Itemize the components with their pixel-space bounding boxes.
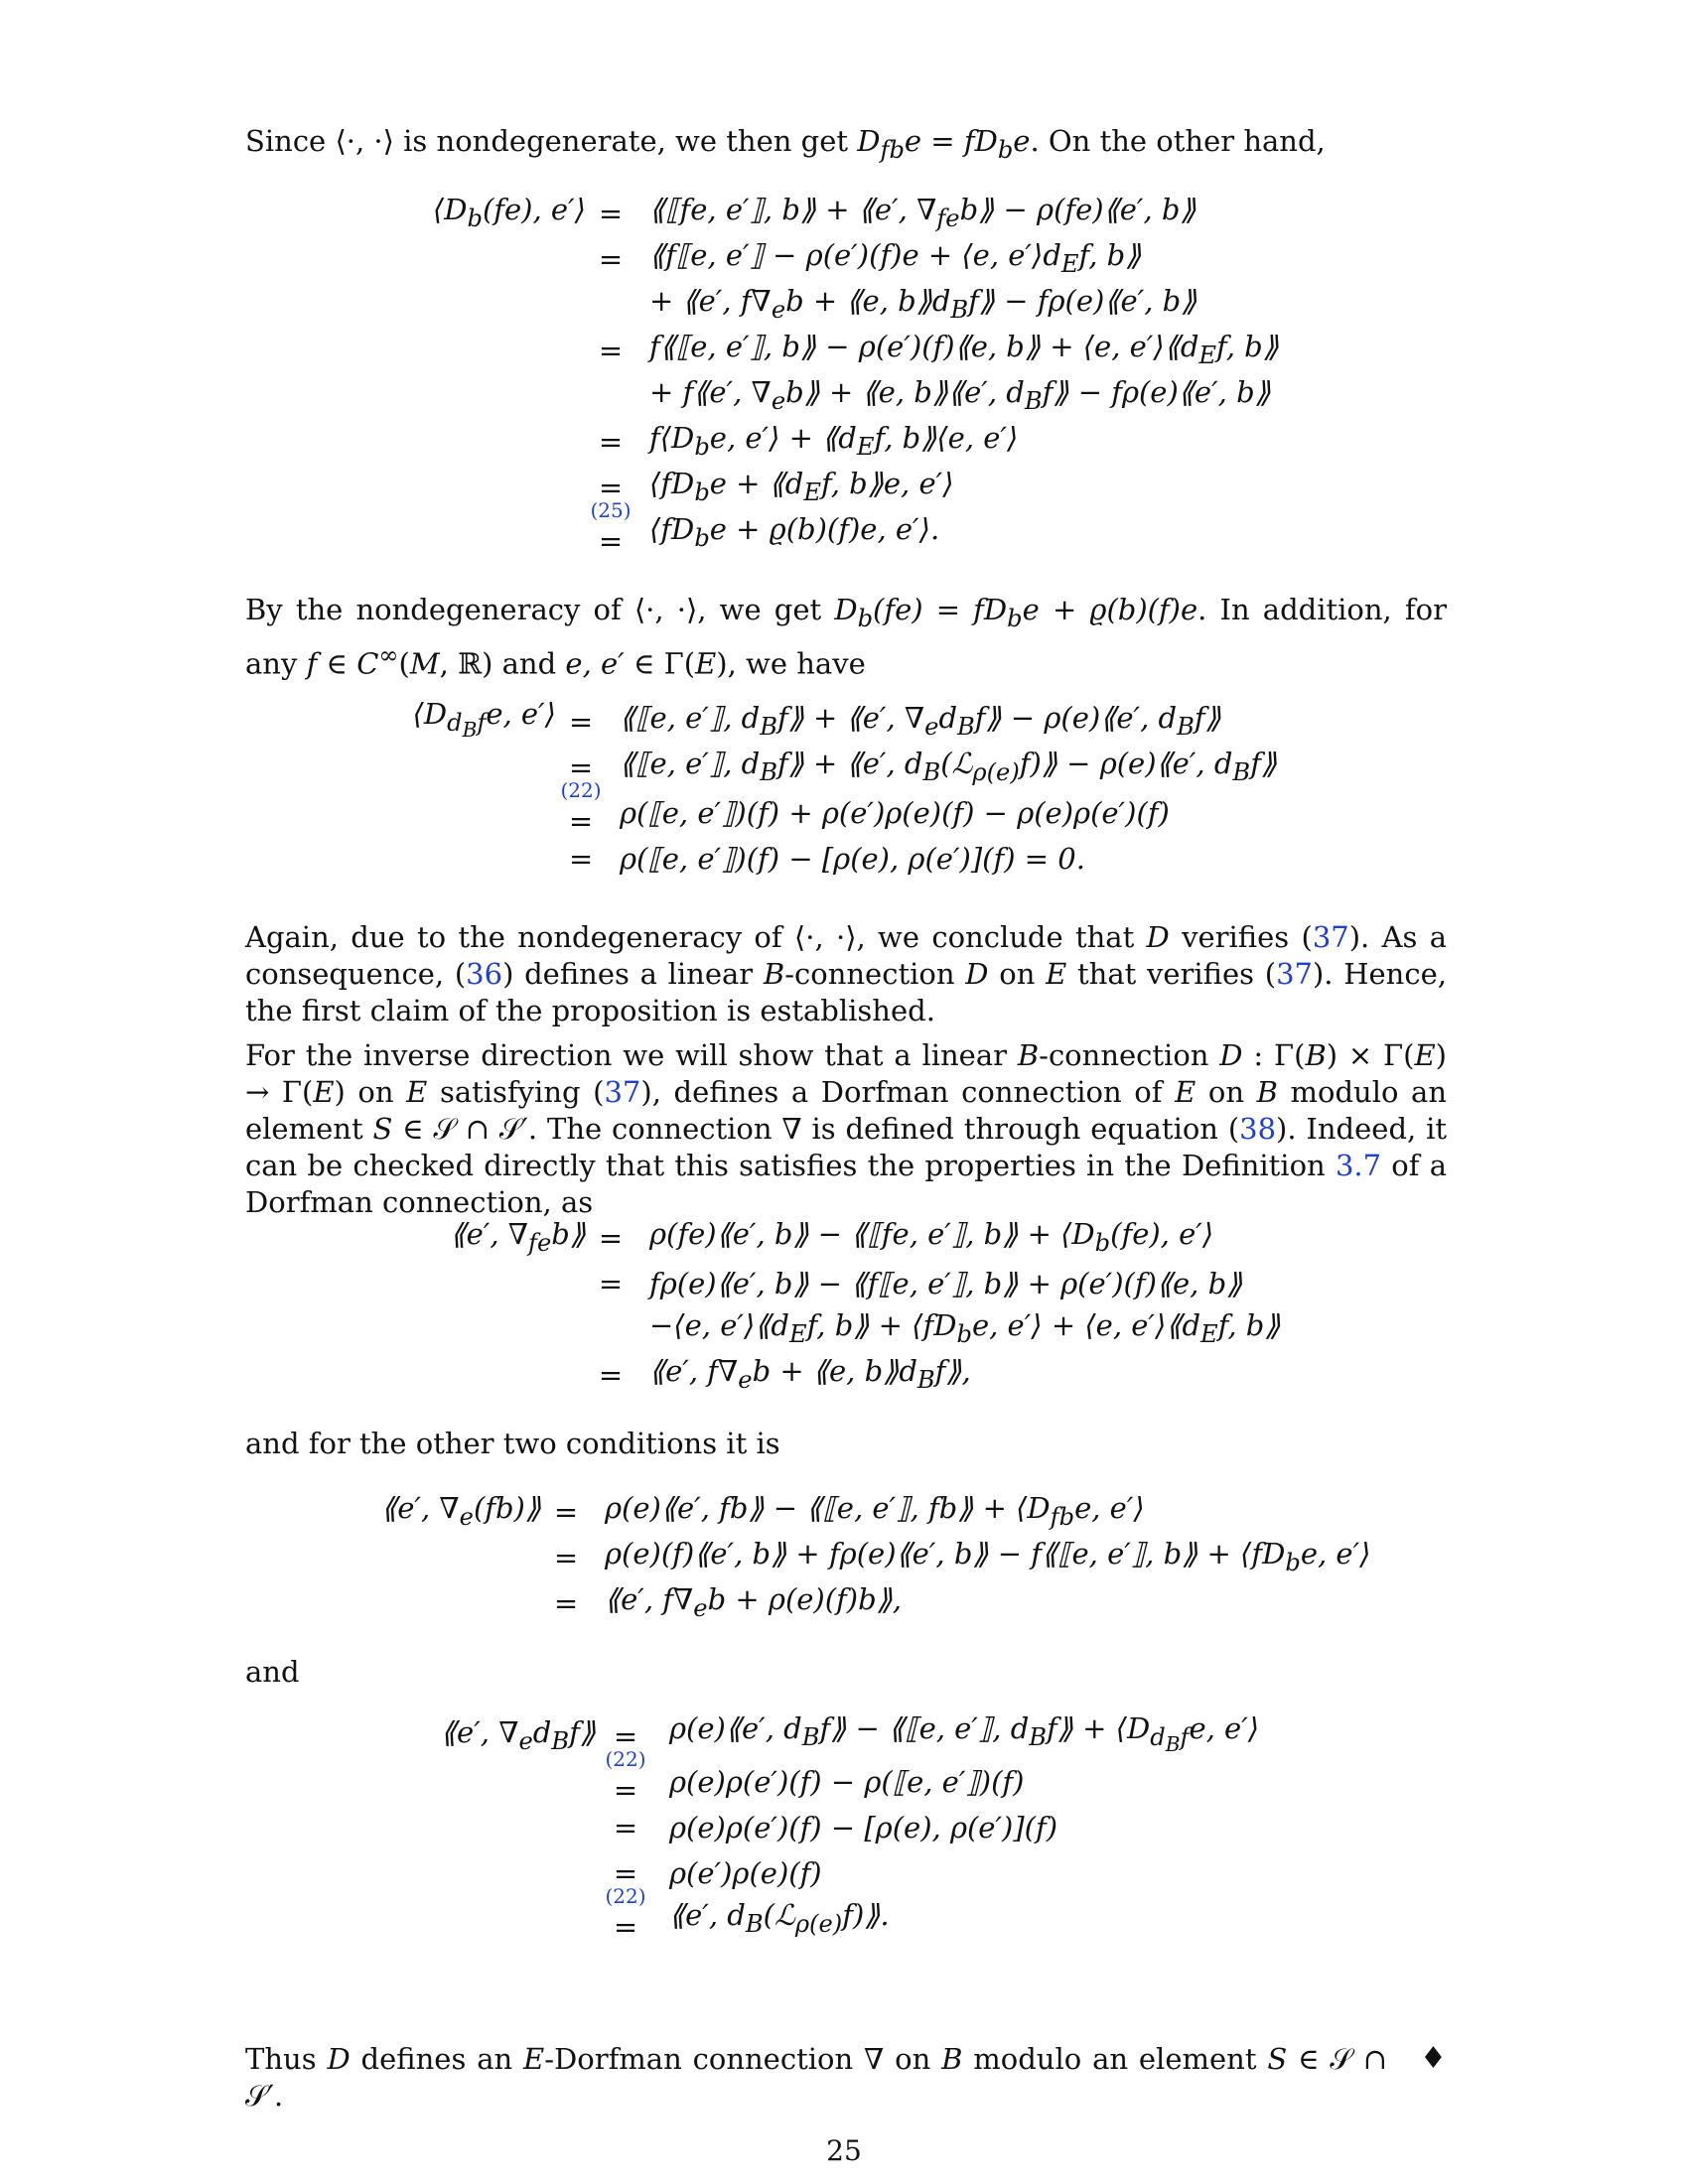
equation-block-4: ⟪e′, $\nabla_e(fb)⟫$ = ρ(e)⟪e′, fb⟫ − ⟪⟦e, e′⟧, fb⟫ + $⟨D_{fb}e$, e′⟩ = ρ(e)(f)⟪e′, b⟫ + fρ(e)⟪e′, b⟫ − f⟪⟦e, e′⟧, b⟫ + $⟨fD_be$, e′⟩ = ⟪e′, $f\nabla_eb$ + ρ(e)(f)b⟫, xyxy=(381,1490,1371,1622)
page-number: 25 xyxy=(826,2134,862,2167)
equation-link-36[interactable]: 36 xyxy=(466,957,503,991)
paragraph-6: and xyxy=(245,1655,300,1689)
paragraph-3: Again, due to the nondegeneracy of ⟨·, ·⟩, we conclude that D verifies (37). As a consequence, (36) defines a linear B-connection D on E that verifies (37). Hence, the first claim of the proposition is established. xyxy=(245,920,1448,1027)
equation-link-37[interactable]: 37 xyxy=(604,1075,641,1109)
qed-symbol: ♦ xyxy=(1420,2041,1447,2076)
paragraph-7: Thus D defines an E-Dorfman connection ∇ on B modulo an element S ∈ 𝒮 ∩ 𝒮′. xyxy=(245,2042,1387,2113)
paragraph-1: Since ⟨·, ·⟩ is nondegenerate, we then get $D_{fb}e = fD_be$. On the other hand, xyxy=(245,124,1326,164)
equation-block-2: $⟨D_{d_Bf}e$, e′⟩ = ⟪⟦e, e′⟧, $d_Bf⟫$ + ⟪e′, $\nabla_ed_Bf⟫$ − ρ(e)⟪e′, $d_Bf⟫$ = ⟪⟦e, e′⟧, $d_Bf⟫$ + ⟪e′, $d_B(ℒ_{\rho(e)}f)⟫$ − ρ(e)⟪e′, $d_Bf⟫$ (22) = ρ(⟦e, e′⟧)(f) + ρ(e′)ρ(e)(f) − ρ(e)ρ(e′)(f) = ρ(⟦e, e′⟧)(f) − [ρ(e), ρ(e′)](f) = 0. xyxy=(412,697,1278,876)
equation-link-37[interactable]: 37 xyxy=(1276,957,1313,991)
paragraph-4: For the inverse direction we will show that a linear B-connection D : Γ(B) × Γ(E) → Γ(E) on E satisfying (37), defines a Dorfman connection of E on B modulo an element S ∈ 𝒮 ∩ 𝒮′. The connection ∇ is defined through equation (38). Indeed, it can be checked directly that this satisfies the properties in the Definition 3.7 of a Dorfman connection, as xyxy=(245,1038,1448,1219)
equation-block-1: $⟨D_b(fe)$, e′⟩ = ⟪⟦fe, e′⟧, b⟫ + ⟪e′, $\nabla_{fe}b⟫$ − ρ(fe)⟪e′, b⟫ = ⟪f⟦e, e′⟧ − ρ(e′)(f)e + ⟨e, $e'⟩d_Ef$, b⟫ + ⟪e′, $f\nabla_eb$ + ⟪e, $b⟫d_Bf⟫$ − fρ(e)⟪e′, b⟫ = f⟪⟦e, e′⟧, b⟫ − ρ(e′)(f)⟪e, b⟫ + ⟨e, $e'⟩⟪d_Ef$, b⟫ + f⟪e′, $\nabla_eb⟫$ + ⟪e, b⟫⟪e′, $d_Bf⟫$ − fρ(e)⟪e′, b⟫ = $f⟨D_be$, e′⟩ + $⟪d_Ef$, b⟫⟨e, e′⟩ = $⟨fD_be$ + $⟪d_Ef$, b⟫e, e′⟩ (25) = $⟨fD_be + ϱ(b)(f)e$, e′⟩. xyxy=(432,192,1279,558)
paragraph-5: and for the other two conditions it is xyxy=(245,1427,780,1460)
definition-link-3-7[interactable]: 3.7 xyxy=(1335,1149,1382,1182)
equation-link-38[interactable]: 38 xyxy=(1239,1112,1277,1146)
paragraph-2: By the nondegeneracy of ⟨·, ·⟩, we get $D_b(fe) = fD_be + ϱ(b)(f)e$. In addition, for any f ∈ C∞(M, ℝ) and e, e′ ∈ Γ(E), we have xyxy=(245,593,1447,681)
equation-link-37[interactable]: 37 xyxy=(1312,920,1349,954)
equation-block-5: ⟪e′, $\nabla_ed_Bf⟫$ = ρ(e)⟪e′, $d_Bf⟫$ − ⟪⟦e, e′⟧, $d_Bf⟫$ + $⟨D_{d_Bf}e$, e′⟩ (22) = ρ(e)ρ(e′)(f) − ρ(⟦e, e′⟧)(f) = ρ(e)ρ(e′)(f) − [ρ(e), ρ(e′)](f) = ρ(e′)ρ(e)(f) (22) = ⟪e′, $d_B(ℒ_{\rho(e)}f)⟫$. xyxy=(440,1711,1260,1944)
equation-block-3: ⟪e′, $\nabla_{fe}b⟫$ = ρ(fe)⟪e′, b⟫ − ⟪⟦fe, e′⟧, b⟫ + $⟨D_b(fe)$, e′⟩ = fρ(e)⟪e′, b⟫ − ⟪f⟦e, e′⟧, b⟫ + ρ(e′)(f)⟪e, b⟫ −⟨e, $e'⟩⟪d_Ef$, b⟫ + $⟨fD_be$, e′⟩ + ⟨e, $e'⟩⟪d_Ef$, b⟫ = ⟪e′, $f\nabla_eb$ + ⟪e, $b⟫d_Bf⟫$, xyxy=(450,1216,1281,1394)
